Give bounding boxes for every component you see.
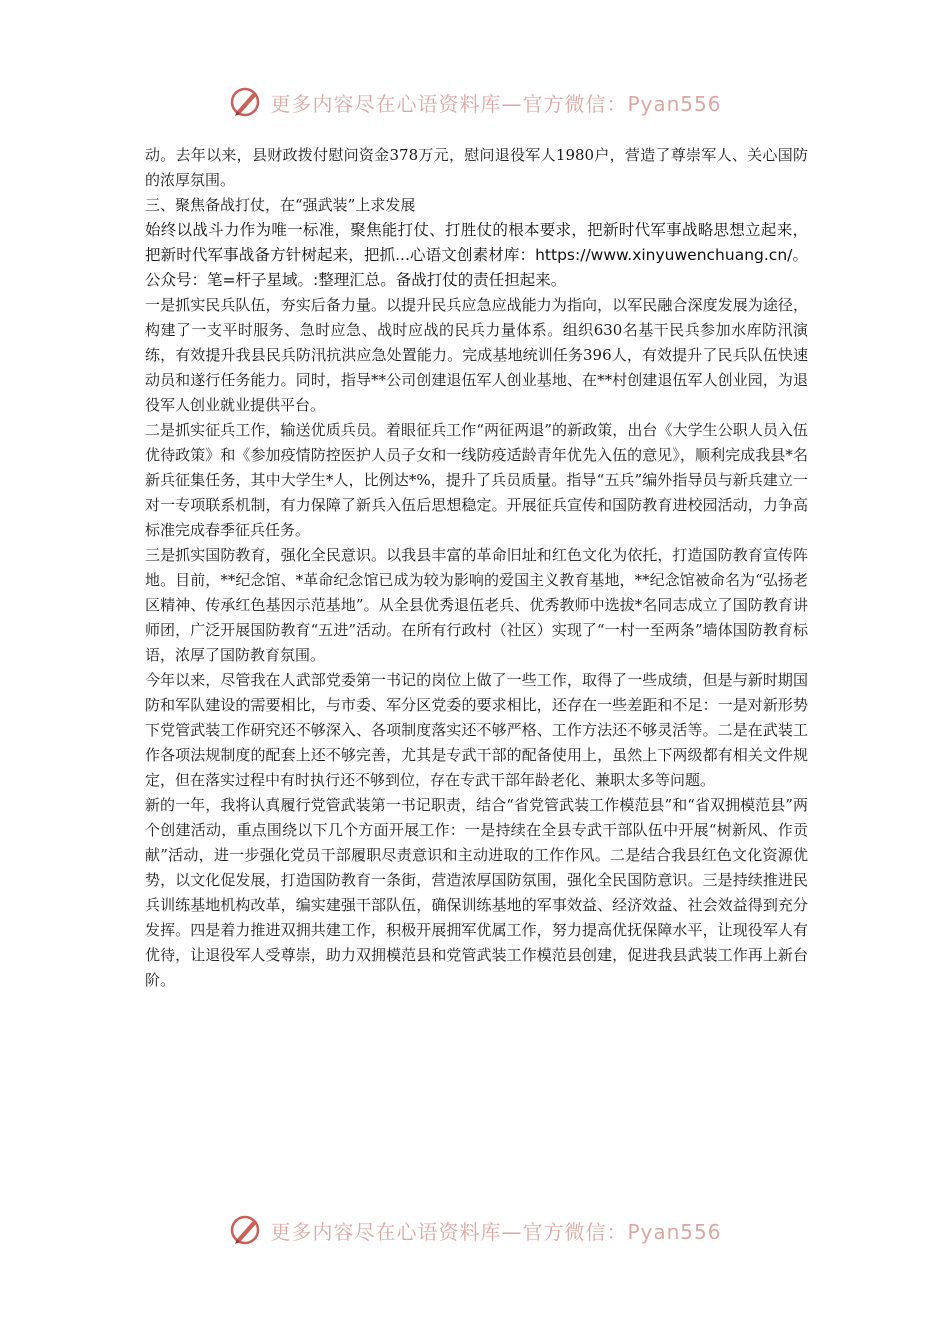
header-watermark <box>0 80 950 124</box>
watermark-text: 更多内容尽在心语资料库—官方微信：Pyan556 <box>270 91 722 116</box>
paragraph: 今年以来，尽管我在人武部党委第一书记的岗位上做了一些工作，取得了一些成绩，但是与新时期国防和军队建设的需要相比，与市委、军分区党委的要求相比，还存在一些差距和不足：一是对新形势下党管武装工作研究还不够深入、各项制度落实还不够严格、工作方法还不够灵活等。二是在武装工作各项法规制度的配套上还不够完善，尤其是专武干部的配备使用上，虽然上下两级都有相关文件规定，但在落实过程中有时执行还不够到位，存在专武干部年龄老化、兼职太多等问题。 <box>145 671 808 789</box>
paragraph: 新的一年，我将认真履行党管武装第一书记职责，结合“省党管武装工作模范县”和“省双拥模范县”两个创建活动，重点围绕以下几个方面开展工作：一是持续在全县专武干部队伍中开展“树新风、作贡献”活动，进一步强化党员干部履职尽责意识和主动进取的工作作风。二是结合我县红色文化资源优势，以文化促发展，打造国防教育一条街，营造浓厚国防氛围，强化全民国防意识。三是持续推进民兵训练基地机构改革，编实建强干部队伍，确保训练基地的军事效益、经济效益、社会效益得到充分发挥。四是着力推进双拥共建工作，积极开展拥军优属工作，努力提高优抚保障水平，让现役军人有优待，让退役军人受尊崇，助力双拥模范县和党管武装工作模范县创建，促进我县武装工作再上新台阶。 <box>145 796 808 989</box>
paragraph-inserted: 始终以战斗力作为唯一标准，聚焦能打仗、打胜仗的根本要求，把新时代军事战略思想立起来，把新时代军事战备方针树起来，把抓...心语文创素材库：https://www.xinyuwenchuang.cn/。公众号：笔=杆子星域。:整理汇总。备战打仗的责任担起来。 <box>145 221 808 289</box>
paragraph: 一是抓实民兵队伍，夯实后备力量。以提升民兵应急应战能力为指向，以军民融合深度发展为途径，构建了一支平时服务、急时应急、战时应战的民兵力量体系。组织630名基干民兵参加水库防汛演练，有效提升我县民兵防汛抗洪应急处置能力。完成基地统训任务396人，有效提升了民兵队伍快速动员和遂行任务能力。同时，指导**公司创建退伍军人创业基地、在**村创建退伍军人创业园，为退役军人创业就业提供平台。 <box>145 296 808 414</box>
paragraph: 二是抓实征兵工作，输送优质兵员。着眼征兵工作“两征两退”的新政策，出台《大学生公职人员入伍优待政策》和《参加疫情防控医护人员子女和一线防疫适龄青年优先入伍的意见》，顺利完成我县*名新兵征集任务，其中大学生*人，比例达*%，提升了兵员质量。指导“五兵”编外指导员与新兵建立一对一专项联系机制，有力保障了新兵入伍后思想稳定。开展征兵宣传和国防教育进校园活动，力争高标准完成春季征兵任务。 <box>145 421 808 539</box>
pen-logo-icon <box>228 1212 264 1248</box>
paragraph: 三是抓实国防教育，强化全民意识。以我县丰富的革命旧址和红色文化为依托，打造国防教育宣传阵地。目前，**纪念馆、*革命纪念馆已成为较为影响的爱国主义教育基地，**纪念馆被命名为“弘扬老区精神、传承红色基因示范基地”。从全县优秀退伍老兵、优秀教师中选拔*名同志成立了国防教育讲师团，广泛开展国防教育“五进”活动。在所有行政村（社区）实现了“一村一至两条”墙体国防教育标语，浓厚了国防教育氛围。 <box>145 546 808 664</box>
document-body <box>145 143 808 993</box>
paragraph: 动。去年以来，县财政拨付慰问资金378万元，慰问退役军人1980户，营造了尊崇军人、关心国防的浓厚氛围。 <box>145 146 808 189</box>
section-heading: 三、聚焦备战打仗，在“强武装”上求发展 <box>145 196 416 214</box>
footer-watermark <box>0 1208 950 1252</box>
pen-logo-icon <box>228 84 264 120</box>
watermark-text: 更多内容尽在心语资料库—官方微信：Pyan556 <box>270 1219 722 1244</box>
